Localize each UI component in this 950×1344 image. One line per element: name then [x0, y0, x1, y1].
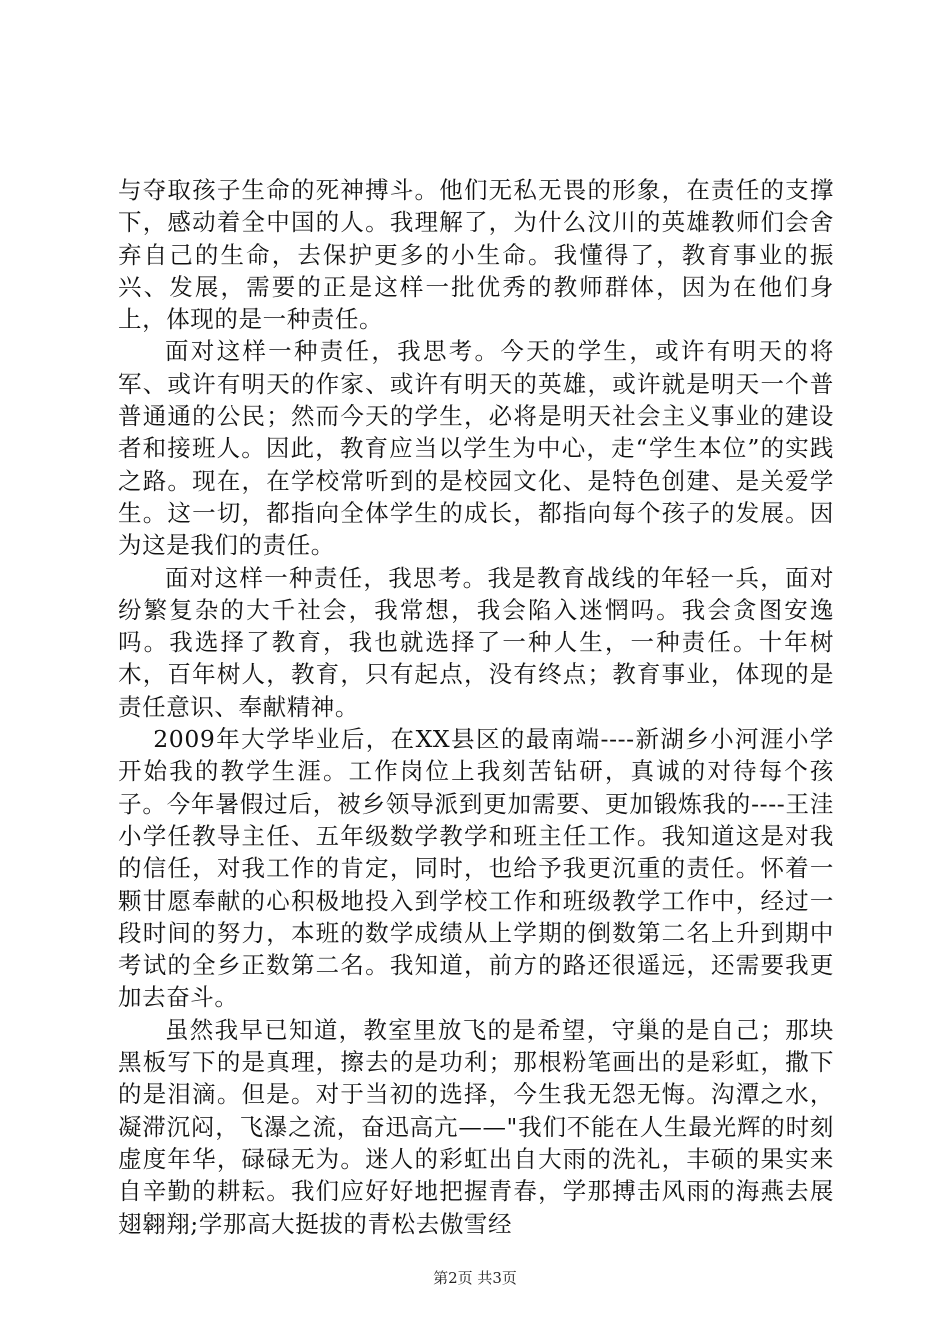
page-footer: 第2页 共3页 — [433, 1269, 517, 1287]
document-body — [118, 174, 834, 1240]
paragraph-3: 面对这样一种责任，我思考。我是教育战线的年轻一兵，面对纷繁复杂的大千社会，我常想，我会陷入迷惘吗。我会贪图安逸吗。我选择了教育，我也就选择了一种人生，一种责任。十年树木，百年树人，教育，只有起点，没有终点；教育事业，体现的是责任意识、奉献精神。 — [118, 563, 834, 721]
paragraph-1: 与夺取孩子生命的死神搏斗。他们无私无畏的形象，在责任的支撑下，感动着全中国的人。我理解了，为什么汶川的英雄教师们会舍弃自己的生命，去保护更多的小生命。我懂得了，教育事业的振兴、发展，需要的正是这样一批优秀的教师群体，因为在他们身上，体现的是一种责任。 — [118, 176, 834, 334]
paragraph-4: 2009年大学毕业后，在XX县区的最南端----新湖乡小河涯小学开始我的教学生涯。工作岗位上我刻苦钻研，真诚的对待每个孩子。今年暑假过后，被乡领导派到更加需要、更加锻炼我的----王洼小学任教导主任、五年级数学教学和班主任工作。我知道这是对我的信任，对我工作的肯定，同时，也给予我更沉重的责任。怀着一颗甘愿奉献的心积极地投入到学校工作和班级教学工作中，经过一段时间的努力，本班的数学成绩从上学期的倒数第二名上升到期中考试的全乡正数第二名。我知道，前方的路还很遥远，还需要我更加去奋斗。 — [118, 725, 834, 1012]
paragraph-5: 虽然我早已知道，教室里放飞的是希望，守巢的是自己；那块黑板写下的是真理，擦去的是功利；那根粉笔画出的是彩虹，撒下的是泪滴。但是。对于当初的选择，今生我无怨无悔。沟潭之水，凝滞沉闷，飞瀑之流，奋迅高亢——"我们不能在人生最光辉的时刻虚度年华，碌碌无为。迷人的彩虹出自大雨的洗礼，丰硕的果实来自辛勤的耕耘。我们应好好地把握青春，学那搏击风雨的海燕去展翅翱翔;学那高大挺拔的青松去傲雪经 — [118, 1015, 834, 1238]
paragraph-2: 面对这样一种责任，我思考。今天的学生，或许有明天的将军、或许有明天的作家、或许有明天的英雄，或许就是明天一个普普通通的公民；然而今天的学生，必将是明天社会主义事业的建设者和接班人。因此，教育应当以学生为中心，走“学生本位”的实践之路。现在，在学校常听到的是校园文化、是特色创建、是关爱学生。这一切，都指向全体学生的成长，都指向每个孩子的发展。因为这是我们的责任。 — [118, 337, 834, 560]
